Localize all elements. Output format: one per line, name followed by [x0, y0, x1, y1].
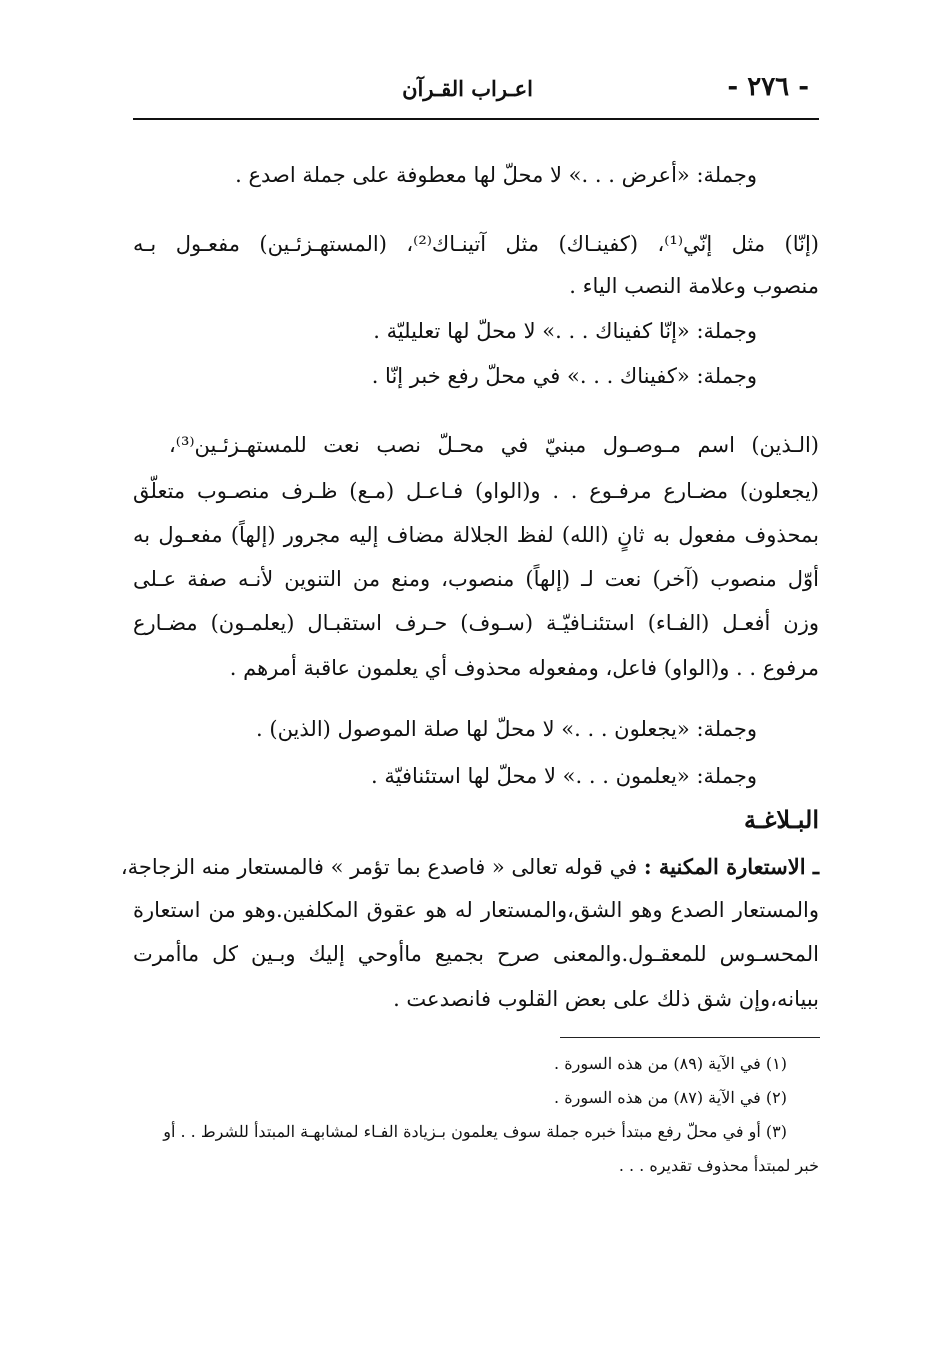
text-line-b3: المحسـوس للمعقـول.والمعنى صرح بجميع ماأوحي إليك وبـين كل ماأمرت — [133, 942, 819, 966]
section-heading: البـلاغـة — [743, 805, 819, 834]
text-line-p1: وجملة: «أعرض . . .» لا محلّ لها معطوفة على جملة اصدع . — [235, 163, 757, 187]
text-line-p5-1: (الـذين) اسم مـوصـول مبنيّ في محـلّ نصب نعت للمستهـزئـين⁽³⁾، — [169, 433, 819, 457]
text-line-p5-6: مرفوع . . و(الواو) فاعل، ومفعوله محذوف أي يعلمون عاقبة أمرهم . — [229, 656, 819, 680]
text-line-b1-rest: في قوله تعالى « فاصدع بما تؤمر » فالمستعار منه الزجاجة، — [120, 855, 638, 879]
footnote-3-line-2: خبر لمبتدأ محذوف تقديره . . . — [618, 1156, 819, 1175]
footnote-2: (٢) في الآية (٨٧) من هذه السورة . — [554, 1088, 787, 1107]
running-title: اعـراب القـرآن — [402, 76, 533, 101]
page-header — [133, 68, 819, 118]
page-number: - ٢٧٦ - — [727, 72, 809, 102]
metaphor-term: ـ الاستعارة المكنية : — [643, 854, 819, 879]
footnote-3-line-1: (٣) أو في محلّ رفع مبتدأ خبره جملة سوف يعلمون بـزيادة الفـاء لمشابهـة المبتدأ للشرط . . أو — [163, 1122, 787, 1141]
text-line-p6: وجملة: «يجعلون . . .» لا محلّ لها صلة الموصول (الذين) . — [256, 717, 757, 741]
text-line-p5-2: (يجعلون) مضـارع مرفـوع . . و(الواو) فـاعـل (مـع) ظـرف منصـوب متعلّق — [133, 479, 819, 503]
text-line-p3: وجملة: «إنّا كفيناك . . .» لا محلّ لها تعليليّة . — [373, 319, 757, 343]
text-line-p7: وجملة: «يعلمون . . .» لا محلّ لها استئنافيّة . — [371, 764, 757, 788]
header-rule — [133, 118, 819, 120]
footnote-rule — [560, 1037, 820, 1038]
text-line-p4: وجملة: «كفيناك . . .» في محلّ رفع خبر إنّا . — [371, 364, 757, 388]
text-line-p5-4: أوّل منصوب (آخر) نعت لـ (إلهاً) منصوب، ومنع من التنوين لأنـه صفة عـلى — [133, 567, 819, 591]
text-line-p5-3: بمحذوف مفعول به ثانٍ (الله) لفظ الجلالة مضاف إليه مجرور (إلهاً) مفعـول به — [133, 523, 819, 547]
text-line-b2: والمستعار الصدع وهو الشق،والمستعار له هو عقوق المكلفين.وهو من استعارة — [133, 898, 819, 922]
text-line-b1 — [120, 852, 819, 882]
text-line-p2-1: (إنّا) مثل إنّي⁽¹⁾، (كفينـاك) مثل آتينـاك⁽²⁾، (المستهـزئـين) مفعـول بـه — [133, 232, 819, 256]
text-line-p5-5: وزن أفعـل (الفـاء) استئنـافيّـة (سـوف) حـرف استقبـال (يعلمـون) مضـارع — [133, 611, 819, 635]
text-line-b4: ببيانه،وإن شق ذلك على بعض القلوب فانصدعت . — [393, 987, 819, 1011]
text-line-p2-2: منصوب وعلامة النصب الياء . — [569, 274, 819, 298]
footnote-1: (١) في الآية (٨٩) من هذه السورة . — [554, 1054, 787, 1073]
